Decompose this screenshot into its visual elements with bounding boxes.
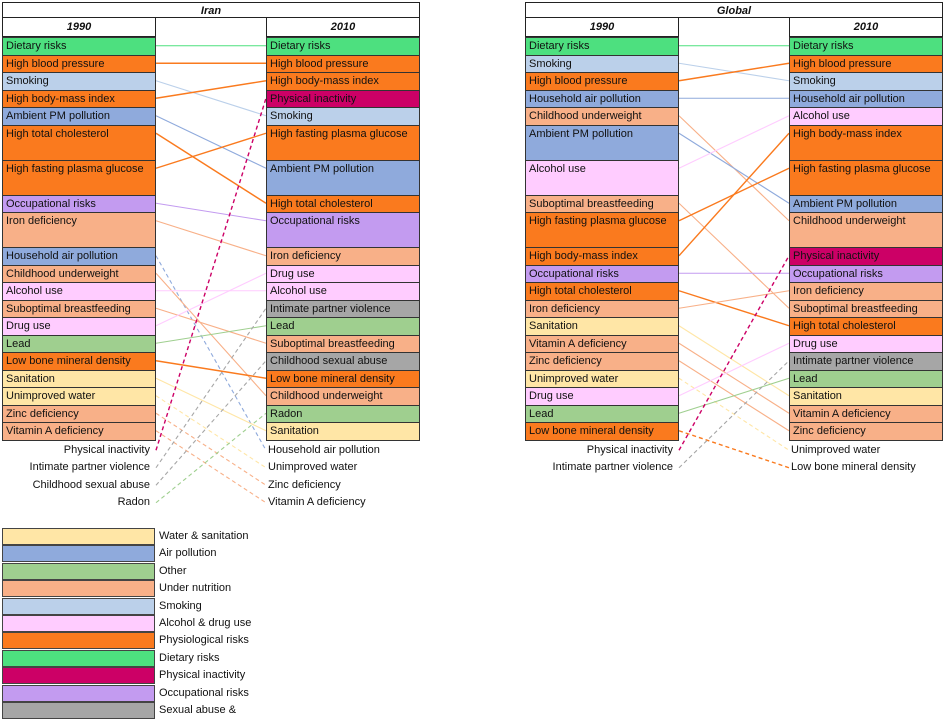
legend-label-under-nutrition: Under nutrition	[159, 582, 232, 595]
rank-1990-rank-lead: Lead	[2, 335, 156, 354]
link-global-sanitation	[679, 326, 789, 396]
rank-2010-rank-high-fasting-plasma-glucose: High fasting plasma glucose	[789, 160, 943, 196]
rank-1990-rank-zinc-deficiency: Zinc deficiency	[2, 405, 156, 424]
rank-1990-rank-high-fasting-plasma-glucose: High fasting plasma glucose	[525, 212, 679, 248]
link-global-drug-use	[679, 343, 789, 396]
rank-1990-rank-vitamin-a-deficiency: Vitamin A deficiency	[2, 422, 156, 441]
link-global-suboptimal-breastfeeding	[679, 203, 789, 308]
link-iran-smoking	[156, 81, 266, 116]
rank-1990-rank-high-blood-pressure: High blood pressure	[2, 55, 156, 74]
link-global-ambient-pm-pollution	[679, 133, 789, 203]
rank-2010-rank-radon: Radon	[266, 405, 420, 424]
rank-2010-rank-alcohol-use: Alcohol use	[266, 282, 420, 301]
rank-1990-rank-suboptimal-breastfeeding: Suboptimal breastfeeding	[2, 300, 156, 319]
legend-label-physiological-risks: Physiological risks	[159, 634, 249, 647]
rank-2010-rank-dietary-risks: Dietary risks	[266, 37, 420, 56]
outside-2010-household-air-pollution: Household air pollution	[268, 443, 380, 456]
rank-2010-rank-high-body-mass-index: High body-mass index	[789, 125, 943, 161]
rank-2010-rank-vitamin-a-deficiency: Vitamin A deficiency	[789, 405, 943, 424]
link-iran-household-air-pollution	[156, 256, 266, 451]
rank-1990-rank-vitamin-a-deficiency: Vitamin A deficiency	[525, 335, 679, 354]
legend-label-occupational-risks: Occupational risks	[159, 686, 249, 699]
rank-2010-rank-low-bone-mineral-density: Low bone mineral density	[266, 370, 420, 389]
rank-1990-rank-alcohol-use: Alcohol use	[2, 282, 156, 301]
rank-2010-rank-household-air-pollution: Household air pollution	[789, 90, 943, 109]
rank-2010-rank-lead: Lead	[789, 370, 943, 389]
legend-label-smoking: Smoking	[159, 599, 202, 612]
rank-2010-rank-smoking: Smoking	[789, 72, 943, 91]
rank-2010-rank-high-total-cholesterol: High total cholesterol	[789, 317, 943, 336]
rank-1990-rank-unimproved-water: Unimproved water	[525, 370, 679, 389]
outside-1990-intimate-partner-violence: Intimate partner violence	[552, 461, 673, 473]
link-iran-sanitation	[156, 378, 266, 431]
rank-1990-rank-high-total-cholesterol: High total cholesterol	[2, 125, 156, 161]
rank-2010-rank-dietary-risks: Dietary risks	[789, 37, 943, 56]
outside-1990-radon: Radon	[117, 496, 150, 508]
outside-1990-physical-inactivity: Physical inactivity	[586, 443, 673, 456]
rank-1990-rank-ambient-pm-pollution: Ambient PM pollution	[525, 125, 679, 161]
rank-2010-rank-suboptimal-breastfeeding: Suboptimal breastfeeding	[789, 300, 943, 319]
rank-1990-rank-high-blood-pressure: High blood pressure	[525, 72, 679, 91]
link-global-high-body-mass-index	[679, 133, 789, 256]
rank-1990-rank-household-air-pollution: Household air pollution	[525, 90, 679, 109]
rank-1990-rank-zinc-deficiency: Zinc deficiency	[525, 352, 679, 371]
rank-2010-rank-sanitation: Sanitation	[789, 387, 943, 406]
rank-1990-rank-suboptimal-breastfeeding: Suboptimal breastfeeding	[525, 195, 679, 214]
link-global-vitamin-a-deficiency	[679, 343, 789, 413]
rank-2010-rank-iron-deficiency: Iron deficiency	[266, 247, 420, 266]
link-iran-suboptimal-breastfeeding	[156, 308, 266, 343]
rank-1990-rank-high-fasting-plasma-glucose: High fasting plasma glucose	[2, 160, 156, 196]
rank-2010-rank-high-fasting-plasma-glucose: High fasting plasma glucose	[266, 125, 420, 161]
rank-2010-rank-occupational-risks: Occupational risks	[266, 212, 420, 248]
rank-2010-rank-ambient-pm-pollution: Ambient PM pollution	[789, 195, 943, 214]
legend-swatch-water-sanitation	[2, 528, 155, 545]
rank-1990-rank-iron-deficiency: Iron deficiency	[2, 212, 156, 248]
outside-1990-intimate-partner-violence: Intimate partner violence	[29, 461, 150, 473]
outside-2010-vitamin-a-deficiency: Vitamin A deficiency	[268, 496, 366, 508]
panel-title: Global	[525, 2, 943, 18]
legend-label-dietary-risks: Dietary risks	[159, 651, 220, 664]
legend-swatch-other	[2, 563, 155, 580]
outside-1990-physical-inactivity: Physical inactivity	[63, 443, 150, 456]
rank-1990-rank-childhood-underweight: Childhood underweight	[525, 107, 679, 126]
rank-1990-rank-lead: Lead	[525, 405, 679, 424]
rank-2010-rank-lead: Lead	[266, 317, 420, 336]
rank-1990-rank-iron-deficiency: Iron deficiency	[525, 300, 679, 319]
link-iran-iron-deficiency	[156, 221, 266, 256]
legend-swatch-alcohol-drug-use	[2, 615, 155, 632]
outside-1990-childhood-sexual-abuse: Childhood sexual abuse	[32, 478, 150, 491]
outside-2010-zinc-deficiency: Zinc deficiency	[268, 478, 341, 491]
rank-1990-rank-alcohol-use: Alcohol use	[525, 160, 679, 196]
rank-1990-rank-sanitation: Sanitation	[525, 317, 679, 336]
outside-2010-low-bone-mineral-density: Low bone mineral density	[791, 461, 916, 473]
link-iran-zinc-deficiency	[156, 413, 266, 485]
column-header-1990: 1990	[2, 17, 156, 37]
link-iran-high-fasting-plasma-glucose	[156, 133, 266, 168]
link-iran-high-body-mass-index	[156, 81, 266, 99]
panel-title: Iran	[2, 2, 420, 18]
column-header-1990: 1990	[525, 17, 679, 37]
link-global-iron-deficiency	[679, 291, 789, 309]
rank-2010-rank-high-blood-pressure: High blood pressure	[266, 55, 420, 74]
rank-2010-rank-intimate-partner-violence: Intimate partner violence	[789, 352, 943, 371]
legend-swatch-air-pollution	[2, 545, 155, 562]
rank-1990-rank-household-air-pollution: Household air pollution	[2, 247, 156, 266]
link-global-physical-inactivity	[679, 256, 789, 451]
rank-1990-rank-smoking: Smoking	[525, 55, 679, 74]
rank-2010-rank-intimate-partner-violence: Intimate partner violence	[266, 300, 420, 319]
rank-2010-rank-alcohol-use: Alcohol use	[789, 107, 943, 126]
rank-1990-rank-ambient-pm-pollution: Ambient PM pollution	[2, 107, 156, 126]
link-global-high-total-cholesterol	[679, 291, 789, 326]
rank-2010-rank-high-total-cholesterol: High total cholesterol	[266, 195, 420, 214]
rank-2010-rank-drug-use: Drug use	[266, 265, 420, 284]
link-iran-occupational-risks	[156, 203, 266, 221]
rank-2010-rank-high-blood-pressure: High blood pressure	[789, 55, 943, 74]
rank-1990-rank-low-bone-mineral-density: Low bone mineral density	[2, 352, 156, 371]
link-iran-intimate-partner-violence	[156, 308, 266, 468]
rank-2010-rank-ambient-pm-pollution: Ambient PM pollution	[266, 160, 420, 196]
column-header-2010: 2010	[789, 17, 943, 37]
legend-swatch-occupational-risks	[2, 685, 155, 702]
rank-1990-rank-dietary-risks: Dietary risks	[525, 37, 679, 56]
legend-label-water-sanitation: Water & sanitation	[159, 530, 249, 542]
rank-1990-rank-occupational-risks: Occupational risks	[525, 265, 679, 284]
outside-2010-unimproved-water: Unimproved water	[791, 443, 881, 456]
rank-1990-rank-occupational-risks: Occupational risks	[2, 195, 156, 214]
rank-2010-rank-zinc-deficiency: Zinc deficiency	[789, 422, 943, 441]
rank-1990-rank-high-body-mass-index: High body-mass index	[2, 90, 156, 109]
rank-2010-rank-occupational-risks: Occupational risks	[789, 265, 943, 284]
legend-swatch-dietary-risks	[2, 650, 155, 667]
rank-1990-rank-high-body-mass-index: High body-mass index	[525, 247, 679, 266]
link-iran-high-total-cholesterol	[156, 133, 266, 203]
rank-1990-rank-childhood-underweight: Childhood underweight	[2, 265, 156, 284]
rank-1990-rank-drug-use: Drug use	[2, 317, 156, 336]
rank-2010-rank-suboptimal-breastfeeding: Suboptimal breastfeeding	[266, 335, 420, 354]
legend-label-physical-inactivity: Physical inactivity	[159, 669, 246, 682]
rank-1990-rank-sanitation: Sanitation	[2, 370, 156, 389]
legend-label-alcohol-drug-use: Alcohol & drug use	[159, 617, 252, 629]
column-header-2010: 2010	[266, 17, 420, 37]
legend-label-other: Other	[159, 564, 187, 577]
rank-2010-rank-physical-inactivity: Physical inactivity	[789, 247, 943, 266]
rank-2010-rank-sanitation: Sanitation	[266, 422, 420, 441]
rank-1990-rank-low-bone-mineral-density: Low bone mineral density	[525, 422, 679, 441]
outside-2010-unimproved-water: Unimproved water	[268, 461, 358, 473]
link-iran-ambient-pm-pollution	[156, 116, 266, 169]
rank-2010-rank-childhood-underweight: Childhood underweight	[789, 212, 943, 248]
legend-label-sexual-abuse: Sexual abuse &	[159, 704, 237, 716]
link-global-low-bone-mineral-density	[679, 431, 789, 468]
rank-2010-rank-smoking: Smoking	[266, 107, 420, 126]
legend-swatch-physiological-risks	[2, 632, 155, 649]
link-global-alcohol-use	[679, 116, 789, 169]
legend-swatch-physical-inactivity	[2, 667, 155, 684]
legend-label-air-pollution: Air pollution	[159, 547, 217, 560]
rank-2010-rank-physical-inactivity: Physical inactivity	[266, 90, 420, 109]
rank-1990-rank-drug-use: Drug use	[525, 387, 679, 406]
rank-2010-rank-iron-deficiency: Iron deficiency	[789, 282, 943, 301]
legend-swatch-smoking	[2, 598, 155, 615]
link-global-unimproved-water	[679, 378, 789, 450]
legend-swatch-sexual-abuse	[2, 702, 155, 719]
link-iran-radon	[156, 413, 266, 503]
link-global-lead	[679, 378, 789, 413]
rank-2010-rank-childhood-sexual-abuse: Childhood sexual abuse	[266, 352, 420, 371]
rank-2010-rank-high-body-mass-index: High body-mass index	[266, 72, 420, 91]
link-iran-unimproved-water	[156, 396, 266, 468]
link-iran-lead	[156, 326, 266, 344]
legend-swatch-under-nutrition	[2, 580, 155, 597]
link-iran-drug-use	[156, 273, 266, 326]
rank-2010-rank-childhood-underweight: Childhood underweight	[266, 387, 420, 406]
rank-1990-rank-high-total-cholesterol: High total cholesterol	[525, 282, 679, 301]
rank-1990-rank-unimproved-water: Unimproved water	[2, 387, 156, 406]
rank-1990-rank-smoking: Smoking	[2, 72, 156, 91]
rank-2010-rank-drug-use: Drug use	[789, 335, 943, 354]
rank-1990-rank-dietary-risks: Dietary risks	[2, 37, 156, 56]
link-iran-low-bone-mineral-density	[156, 361, 266, 379]
